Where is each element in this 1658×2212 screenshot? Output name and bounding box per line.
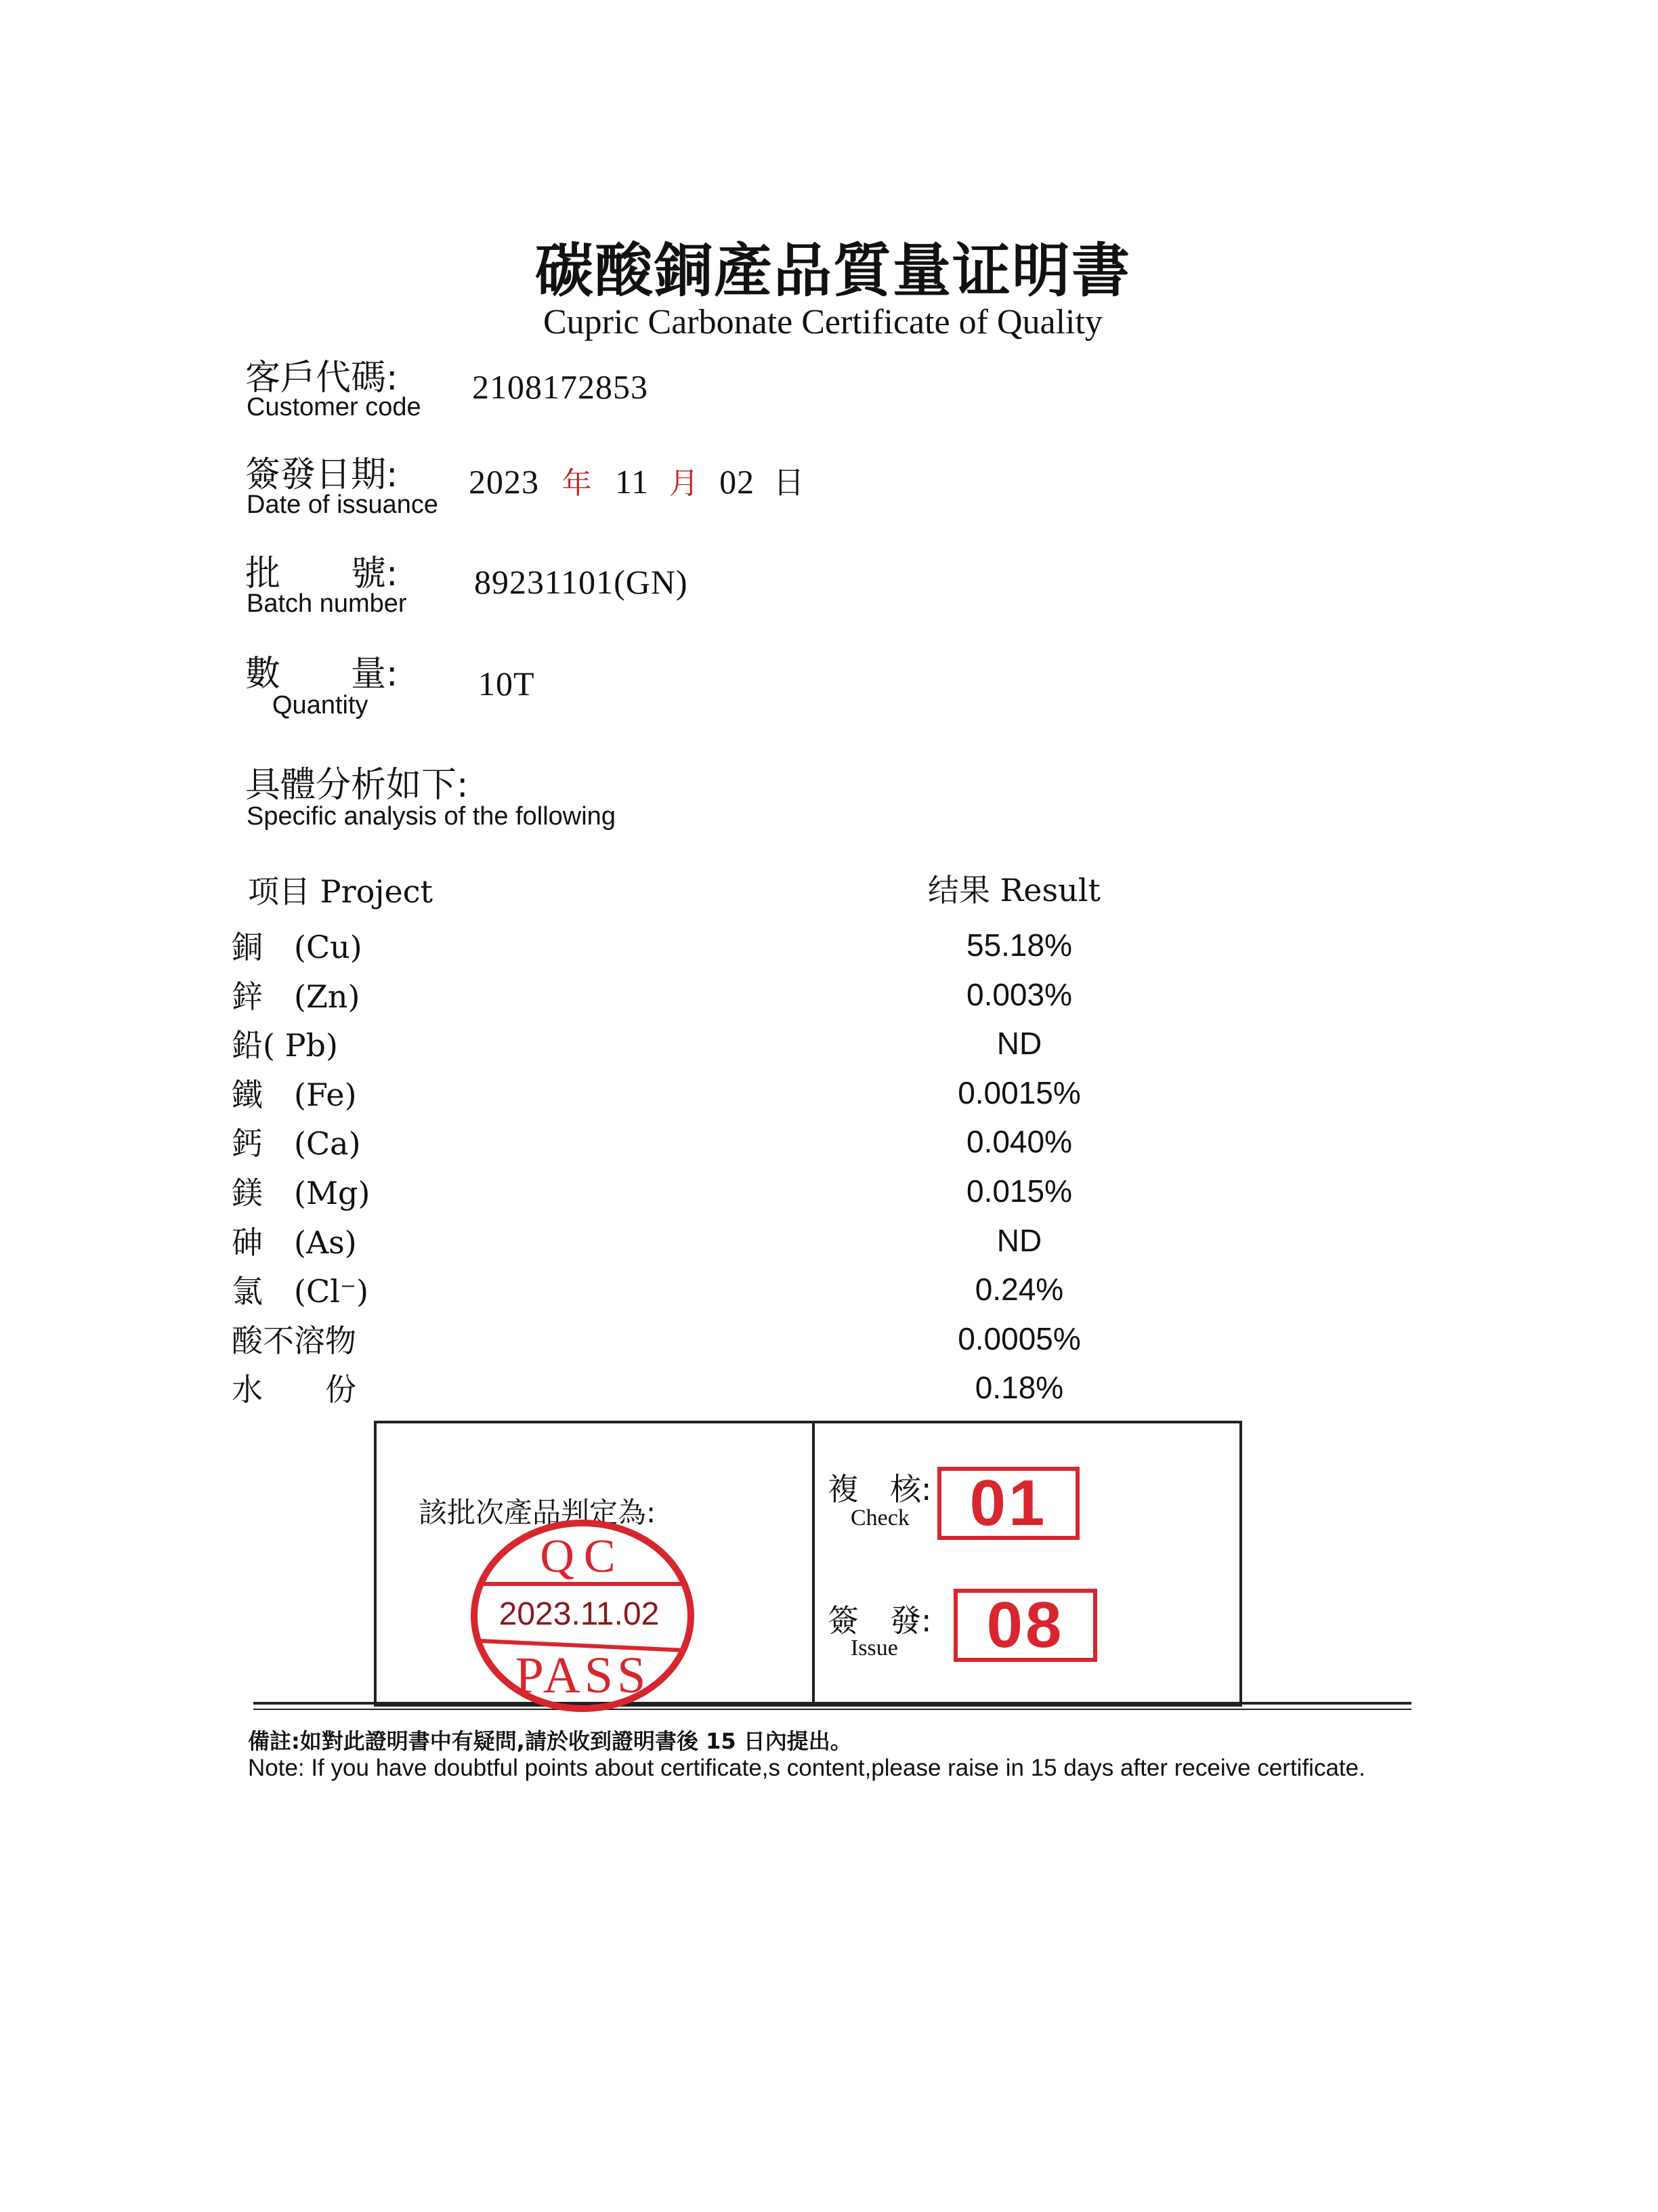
quantity-value: 10T [478, 665, 535, 703]
batch-label-en: Batch number [247, 589, 407, 618]
analysis-item-result: 0.003% [966, 977, 1072, 1012]
analysis-item-result: 55.18% [966, 927, 1072, 963]
date-value [469, 458, 805, 503]
analysis-item-label: 酸不溶物 [232, 1322, 356, 1359]
check-label-en: Check [851, 1505, 910, 1530]
quantity-label-en: Quantity [272, 691, 368, 719]
batch-label-zh: 批 號: [245, 554, 398, 594]
batch-value: 89231101(GN) [474, 563, 688, 601]
analysis-item-result: 0.18% [975, 1370, 1064, 1405]
analysis-item-result: 0.040% [966, 1124, 1072, 1159]
analysis-item-result: ND [996, 1026, 1042, 1061]
analysis-heading-zh: 具體分析如下: [245, 765, 469, 806]
analysis-item-label: 銅 (Cu) [232, 929, 362, 965]
analysis-item-label: 鎂 (Mg) [232, 1175, 370, 1211]
analysis-item-result: 0.015% [966, 1173, 1072, 1209]
date-year-unit: 年 [561, 466, 593, 501]
analysis-item-label: 鋅 (Zn) [232, 978, 360, 1015]
check-label-zh: 複 核: [828, 1471, 932, 1507]
bottom-rule-bottom [253, 1709, 1411, 1710]
customer-code-value: 2108172853 [472, 368, 648, 406]
date-year: 2023 [469, 463, 539, 501]
issue-stamp: 08 [954, 1589, 1097, 1662]
title-chinese: 碳酸銅產品質量证明書 [535, 237, 1131, 305]
column-header-result: 结果 Result [928, 872, 1101, 909]
stamp-date-text: 2023.11.02 [498, 1596, 660, 1632]
judgement-box-divider [812, 1421, 815, 1707]
stamp-qc-text: QC [540, 1530, 625, 1583]
analysis-item-result: 0.24% [975, 1272, 1064, 1307]
stamp-pass-text: PASS [515, 1647, 650, 1704]
analysis-item-result: 0.0015% [958, 1075, 1081, 1110]
column-header-project: 项目 Project [248, 873, 433, 910]
note-english: Note: If you have doubtful points about certificate,s content,please raise in 15 days after receive certificate. [248, 1755, 1365, 1781]
date-month: 11 [615, 463, 650, 501]
title-english: Cupric Carbonate Certificate of Quality [543, 303, 1103, 341]
analysis-item-label: 鈣 (Ca) [232, 1125, 361, 1162]
note-chinese: 備註:如對此證明書中有疑問,請於收到證明書後 15 日內提出。 [248, 1728, 852, 1754]
customer-code-label-zh: 客戶代碼: [245, 358, 398, 398]
qc-pass-stamp [467, 1518, 698, 1714]
date-day-unit: 日 [773, 464, 805, 501]
analysis-item-label: 鉛( Pb) [232, 1027, 338, 1064]
analysis-item-result: ND [996, 1223, 1042, 1258]
analysis-item-label: 鐵 (Fe) [232, 1077, 357, 1113]
analysis-item-result: 0.0005% [958, 1321, 1081, 1356]
issue-label-en: Issue [851, 1635, 898, 1661]
judgement-label: 該批次產品判定為: [419, 1496, 656, 1529]
analysis-item-label: 氯 (Cl⁻) [232, 1273, 369, 1310]
quantity-label-zh: 數 量: [245, 654, 398, 694]
analysis-item-label: 水 份 [232, 1371, 356, 1408]
analysis-item-label: 砷 (As) [232, 1224, 357, 1261]
date-month-unit: 月 [668, 466, 700, 501]
date-label-en: Date of issuance [247, 491, 439, 519]
issue-label-zh: 簽 發: [828, 1602, 932, 1639]
date-day: 02 [719, 463, 755, 501]
check-stamp: 01 [937, 1467, 1080, 1540]
bottom-rule-top [253, 1702, 1411, 1705]
date-label-zh: 簽發日期: [245, 455, 398, 495]
customer-code-label-en: Customer code [247, 393, 421, 421]
analysis-heading-en: Specific analysis of the following [247, 802, 616, 831]
